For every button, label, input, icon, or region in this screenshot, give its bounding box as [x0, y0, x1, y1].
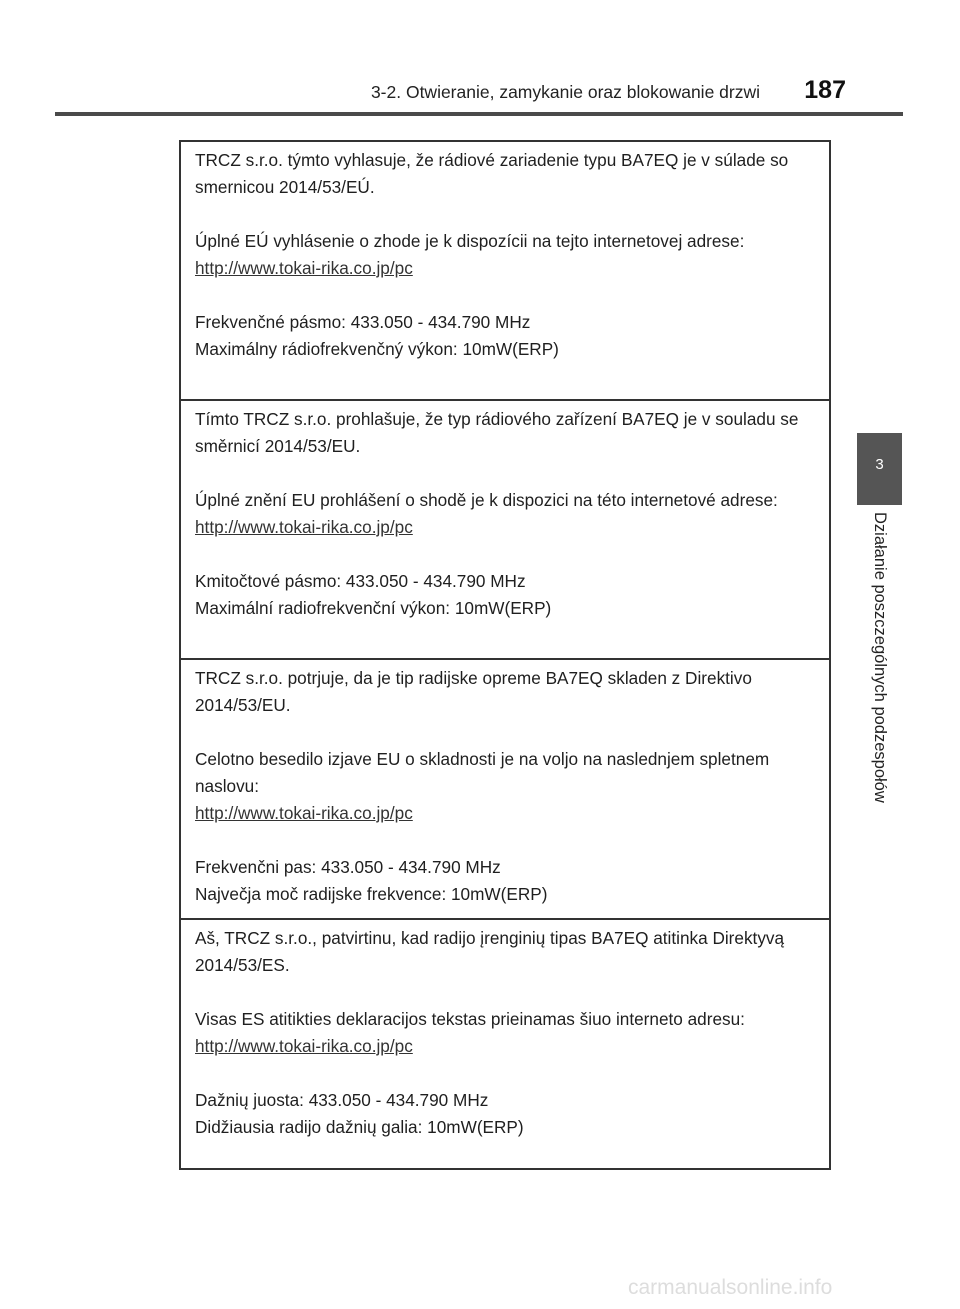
max-power: Maximální radiofrekvenční výkon: 10mW(ERP) — [195, 598, 552, 618]
page-number: 187 — [804, 76, 846, 104]
chapter-title: Działanie poszczególnych podzespołów — [871, 512, 889, 803]
declaration-czech — [181, 399, 829, 660]
frequency-band: Dažnių juosta: 433.050 - 434.790 MHz — [195, 1090, 489, 1110]
frequency-band: Frekvenčné pásmo: 433.050 - 434.790 MHz — [195, 312, 531, 332]
frequency-band: Kmitočtové pásmo: 433.050 - 434.790 MHz — [195, 571, 526, 591]
declaration-url-link[interactable]: http://www.tokai-rika.co.jp/pc — [195, 803, 413, 823]
header-divider — [55, 112, 903, 116]
max-power: Didžiausia radijo dažnių galia: 10mW(ERP) — [195, 1117, 524, 1137]
max-power: Največja moč radijske frekvence: 10mW(ERP) — [195, 884, 548, 904]
declaration-statement: Tímto TRCZ s.r.o. prohlašuje, že typ rádiového zařízení BA7EQ je v souladu se směrnicí 2014/53/EU. — [195, 409, 799, 456]
declaration-full-text-intro: Celotno besedilo izjave EU o skladnosti je na voljo na naslednjem spletnem naslovu: — [195, 749, 770, 796]
declaration-full-text-intro: Visas ES atitikties deklaracijos tekstas prieinamas šiuo interneto adresu: — [195, 1009, 745, 1029]
declaration-full-text-intro: Úplné EÚ vyhlásenie o zhode je k dispozícii na tejto internetovej adrese: — [195, 231, 745, 251]
declaration-slovenian — [181, 658, 829, 920]
declaration-full-text-intro: Úplné znění EU prohlášení o shodě je k dispozici na této internetové adrese: — [195, 490, 778, 510]
declaration-url-link[interactable]: http://www.tokai-rika.co.jp/pc — [195, 517, 413, 537]
declaration-lithuanian — [181, 918, 829, 1168]
max-power: Maximálny rádiofrekvenčný výkon: 10mW(ERP) — [195, 339, 559, 359]
chapter-number: 3 — [875, 456, 884, 473]
declaration-statement: TRCZ s.r.o. potrjuje, da je tip radijske opreme BA7EQ skladen z Direktivo 2014/53/EU. — [195, 668, 752, 715]
declarations-table — [179, 140, 831, 1170]
section-title: 3-2. Otwieranie, zamykanie oraz blokowanie drzwi — [370, 82, 760, 102]
declaration-statement: Aš, TRCZ s.r.o., patvirtinu, kad radijo įrenginių tipas BA7EQ atitinka Direktyvą 2014/53/ES. — [195, 928, 785, 975]
declaration-statement: TRCZ s.r.o. týmto vyhlasuje, že rádiové zariadenie typu BA7EQ je v súlade so smernicou 2014/53/EÚ. — [195, 150, 789, 197]
declaration-slovak — [181, 142, 829, 401]
frequency-band: Frekvenčni pas: 433.050 - 434.790 MHz — [195, 857, 501, 877]
chapter-tab — [857, 433, 902, 505]
watermark-text: carmanualsonline.info — [628, 1276, 833, 1299]
declaration-url-link[interactable]: http://www.tokai-rika.co.jp/pc — [195, 258, 413, 278]
declaration-url-link[interactable]: http://www.tokai-rika.co.jp/pc — [195, 1036, 413, 1056]
